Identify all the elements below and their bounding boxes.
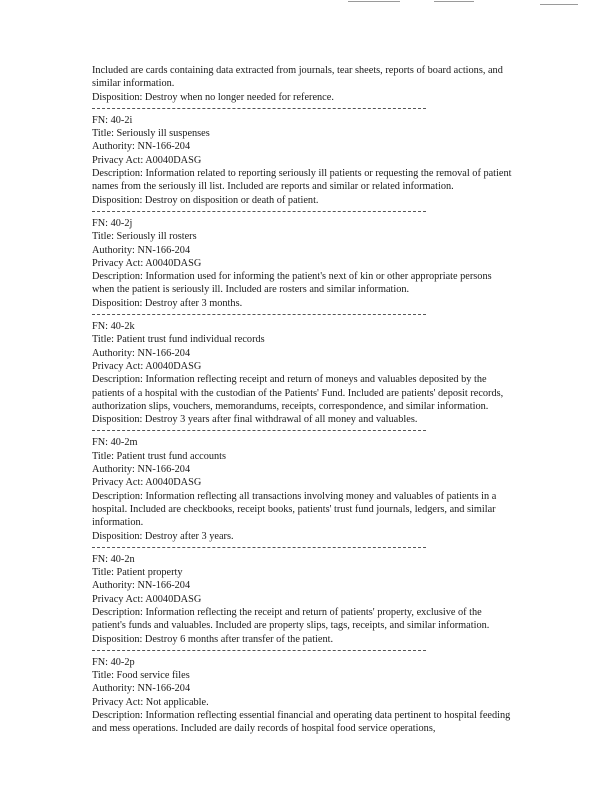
record-title: Title: Patient trust fund accounts — [92, 450, 227, 462]
separator — [92, 205, 426, 212]
record-40-2j — [92, 217, 512, 310]
record-privacy-act: Privacy Act: A0040DASG — [92, 154, 202, 166]
record-disposition: Disposition: Destroy after 3 years. — [92, 530, 234, 542]
record-authority: Authority: NN-166-204 — [92, 141, 191, 153]
separator — [92, 541, 426, 548]
record-description: Description: Information reflecting the receipt and return of patients' property, exclusive of the patient's funds and valuables. Included are property slips, tags, receipts, and similar information. — [92, 606, 490, 632]
record-privacy-act: Privacy Act: A0040DASG — [92, 477, 202, 489]
record-fn: FN: 40-2k — [92, 321, 135, 333]
record-title: Title: Patient property — [92, 567, 183, 579]
record-authority: Authority: NN-166-204 — [92, 347, 191, 359]
separator — [92, 308, 426, 315]
record-40-2n — [92, 553, 512, 646]
record-disposition: Disposition: Destroy 6 months after transfer of the patient. — [92, 633, 334, 645]
document-body — [92, 64, 512, 736]
intro-text: Included are cards containing data extracted from journals, tear sheets, reports of board actions, and similar information. — [92, 65, 503, 90]
record-fn: FN: 40-2n — [92, 553, 135, 565]
record-fn: FN: 40-2i — [92, 114, 133, 126]
record-description: Description: Information reflecting all transactions involving money and valuables of patients in a hospital. Included are checkbooks, receipt books, patients' trust fund journals, ledgers, and similar information. — [92, 490, 497, 529]
record-authority: Authority: NN-166-204 — [92, 464, 191, 476]
record-privacy-act: Privacy Act: Not applicable. — [92, 696, 209, 708]
record-disposition: Disposition: Destroy on disposition or death of patient. — [92, 194, 319, 206]
record-privacy-act: Privacy Act: A0040DASG — [92, 360, 202, 372]
separator — [92, 102, 426, 109]
record-title: Title: Food service files — [92, 670, 190, 682]
record-fn: FN: 40-2j — [92, 217, 133, 229]
record-40-2i — [92, 114, 512, 207]
record-40-2k — [92, 320, 512, 426]
record-description: Description: Information related to reporting seriously ill patients or requesting the removal of patient names from the seriously ill list. Included are reports and similar or related information. — [92, 168, 512, 193]
record-description: Description: Information reflecting essential financial and operating data pertinent to hospital feeding and mess operations. Included are daily records of hospital food service operations, — [92, 710, 511, 735]
scan-mark — [348, 1, 400, 2]
record-fn: FN: 40-2p — [92, 656, 135, 668]
intro-disposition: Disposition: Destroy when no longer needed for reference. — [92, 91, 334, 103]
record-disposition: Disposition: Destroy after 3 months. — [92, 297, 243, 309]
separator — [92, 424, 426, 431]
record-privacy-act: Privacy Act: A0040DASG — [92, 593, 202, 605]
record-description: Description: Information reflecting receipt and return of moneys and valuables deposited by the patients of a hospital with the custodian of the Patients' Fund. Included are patients' deposit records, authorization slips, vouchers, memorandums, receipts, correspondence, and similar information. — [92, 374, 504, 412]
record-40-2p — [92, 656, 512, 736]
record-40-2m — [92, 436, 512, 542]
record-privacy-act: Privacy Act: A0040DASG — [92, 257, 202, 269]
record-title: Title: Seriously ill rosters — [92, 231, 197, 243]
record-title: Title: Seriously ill suspenses — [92, 128, 210, 140]
record-disposition: Disposition: Destroy 3 years after final withdrawal of all money and valuables. — [92, 414, 418, 426]
scan-mark — [434, 1, 474, 2]
scan-mark — [540, 4, 578, 5]
record-fn: FN: 40-2m — [92, 437, 138, 449]
record-description: Description: Information used for informing the patient's next of kin or other appropriate persons when the patient is seriously ill. Included are rosters and similar information. — [92, 271, 492, 296]
record-title: Title: Patient trust fund individual records — [92, 334, 265, 346]
record-authority: Authority: NN-166-204 — [92, 683, 191, 695]
record-authority: Authority: NN-166-204 — [92, 580, 191, 592]
separator — [92, 644, 426, 651]
record-authority: Authority: NN-166-204 — [92, 244, 191, 256]
